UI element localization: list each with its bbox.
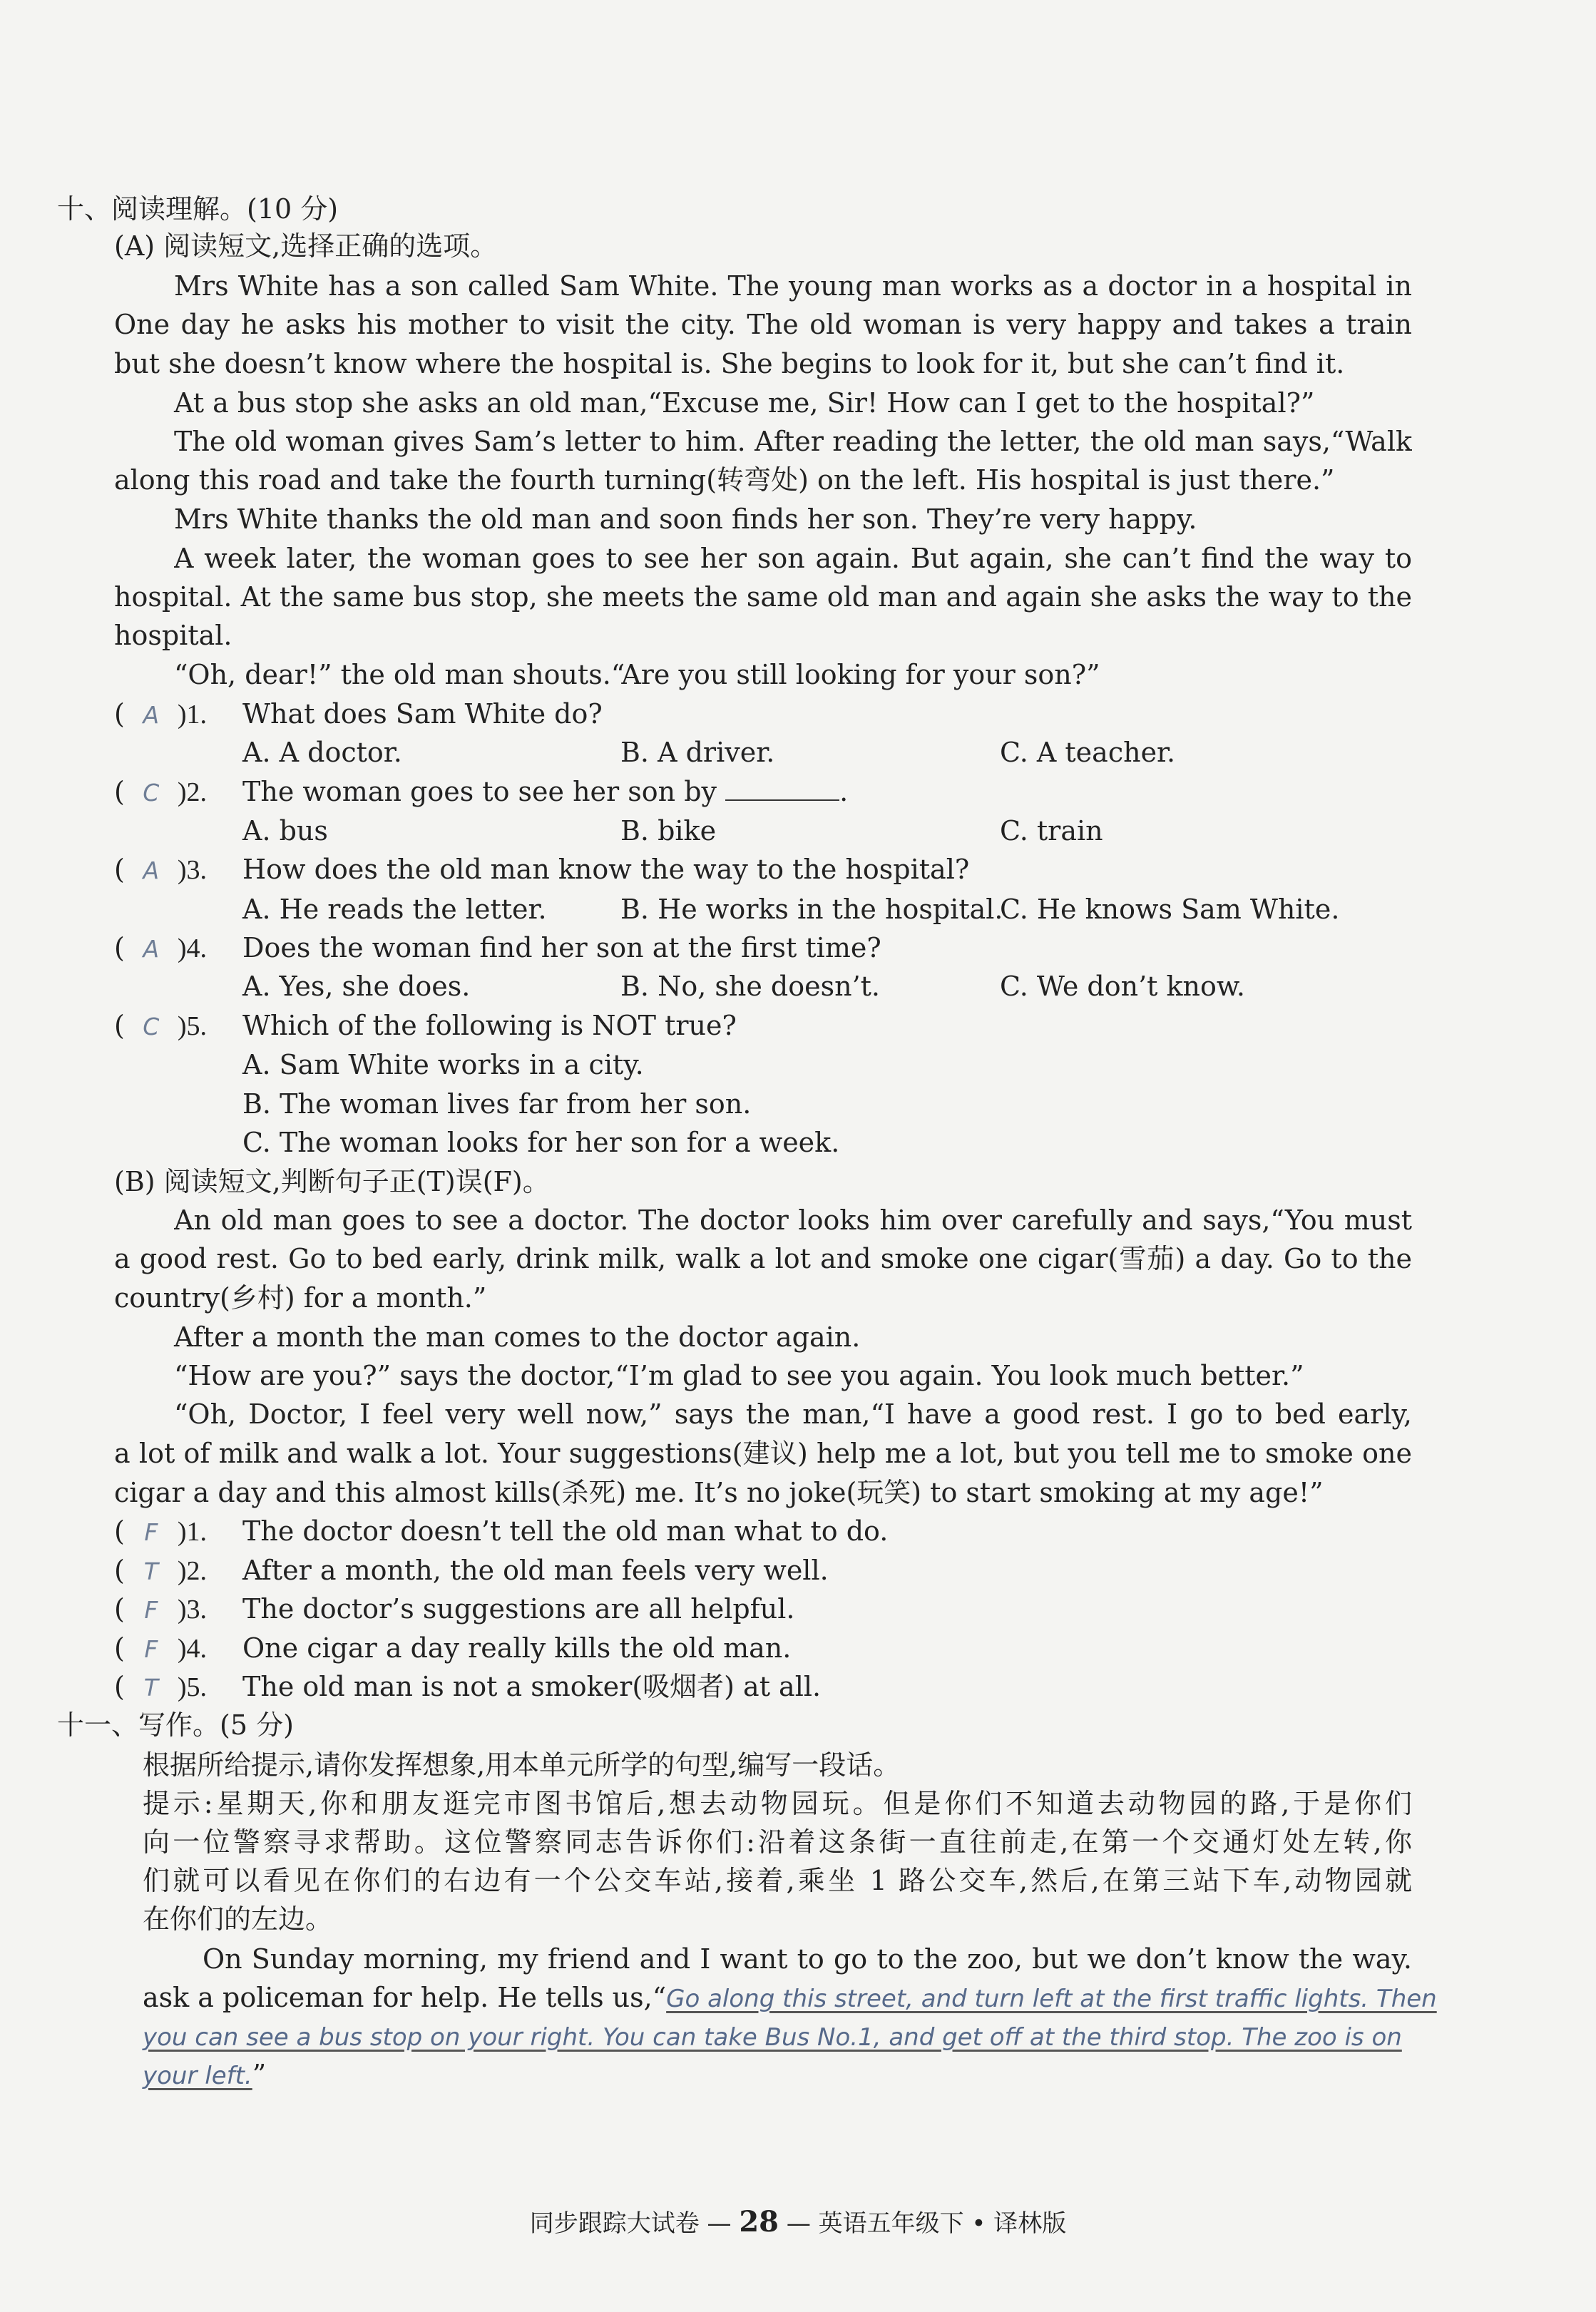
part-b-passage-line: a good rest. Go to bed early, drink milk, walk a lot and smoke one cigar(雪茄) a day. Go to the bbox=[114, 1243, 1412, 1274]
part-a-instruction: (A) 阅读短文,选择正确的选项。 bbox=[114, 230, 498, 262]
option-b: B. The woman lives far from her son. bbox=[242, 1088, 752, 1120]
option-c: C. He knows Sam White. bbox=[1000, 894, 1340, 925]
option-c: C. We don’t know. bbox=[1000, 971, 1245, 1002]
part-a-passage-line: but she doesn’t know where the hospital is. She begins to look for it, but she can’t find it. bbox=[114, 348, 1345, 379]
section-10-heading: 十、阅读理解。(10 分) bbox=[57, 193, 339, 225]
page-number: 28 bbox=[739, 2205, 779, 2239]
question-row: ( F )1. bbox=[114, 1515, 207, 1547]
essay-line bbox=[143, 2018, 1402, 2055]
writing-hint-line: 们就可以看见在你们的右边有一个公交车站,接着,乘坐 1 路公交车,然后,在第三站下车,动物园就 bbox=[143, 1865, 1412, 1896]
question-number: )4. bbox=[177, 1634, 207, 1664]
answer-mark: C bbox=[143, 1013, 160, 1040]
statement-text: The doctor doesn’t tell the old man what to do. bbox=[242, 1515, 889, 1547]
option-b: B. bike bbox=[620, 815, 717, 846]
option-a: A. Yes, she does. bbox=[242, 971, 471, 1002]
part-b-passage-line: “How are you?” says the doctor,“I’m glad to see you again. You look much better.” bbox=[174, 1360, 1304, 1391]
page-footer: 同步跟踪大试卷 — 28 — 英语五年级下 • 译林版 bbox=[529, 2205, 1067, 2239]
question-row: ( C )2. bbox=[114, 776, 207, 807]
answer-mark: C bbox=[143, 779, 160, 807]
essay-printed-text: ask a policeman for help. He tells us,“ bbox=[143, 1982, 667, 2013]
part-a-passage-line: hospital. bbox=[114, 620, 232, 651]
option-c: C. train bbox=[1000, 815, 1103, 846]
option-a: A. He reads the letter. bbox=[242, 894, 547, 925]
answer-blank bbox=[725, 775, 839, 801]
question-number: )5. bbox=[177, 1672, 207, 1702]
option-c: C. The woman looks for her son for a week. bbox=[242, 1127, 840, 1158]
statement-text: After a month, the old man feels very well. bbox=[242, 1555, 829, 1586]
option-a: A. bus bbox=[242, 815, 328, 846]
option-b: B. He works in the hospital. bbox=[620, 894, 1003, 925]
question-number: )5. bbox=[177, 1011, 207, 1041]
part-a-passage-line: along this road and take the fourth turning(转弯处) on the left. His hospital is just there.” bbox=[114, 464, 1335, 496]
part-a-passage-line: The old woman gives Sam’s letter to him. After reading the letter, the old man says,“Walk bbox=[174, 426, 1412, 457]
question-number: )1. bbox=[177, 1517, 207, 1547]
writing-hint-line: 向一位警察寻求帮助。这位警察同志告诉你们:沿着这条街一直往前走,在第一个交通灯处左转,你 bbox=[143, 1826, 1412, 1858]
question-row: ( C )5. bbox=[114, 1010, 207, 1041]
section-11-heading: 十一、写作。(5 分) bbox=[57, 1709, 294, 1741]
handwritten-answer: you can see a bus stop on your right. You can take Bus No.1, and get off at the third stop. The zoo is on bbox=[143, 2023, 1402, 2052]
question-number: )4. bbox=[177, 934, 207, 963]
part-a-passage-line: Mrs White has a son called Sam White. The young man works as a doctor in a hospital in bbox=[174, 270, 1412, 302]
question-text: The woman goes to see her son by bbox=[242, 776, 717, 807]
part-a-passage-line: hospital. At the same bus stop, she meets the same old man and again she asks the way to the bbox=[114, 581, 1412, 613]
question-number: )3. bbox=[177, 1595, 207, 1625]
part-b-passage-line: country(乡村) for a month.” bbox=[114, 1282, 487, 1314]
writing-instruction: 根据所给提示,请你发挥想象,用本单元所学的句型,编写一段话。 bbox=[143, 1749, 901, 1781]
part-b-passage-line: An old man goes to see a doctor. The doctor looks him over carefully and says,“You must bbox=[174, 1204, 1412, 1236]
essay-line bbox=[143, 2057, 266, 2094]
writing-hint-line: 在你们的左边。 bbox=[143, 1903, 333, 1935]
answer-mark: A bbox=[143, 935, 160, 963]
option-a: A. Sam White works in a city. bbox=[242, 1049, 644, 1080]
answer-mark: T bbox=[143, 1674, 158, 1702]
option-b: B. A driver. bbox=[620, 737, 775, 768]
answer-mark: F bbox=[144, 1596, 158, 1624]
question-number: )2. bbox=[177, 1556, 207, 1586]
part-a-passage-line: At a bus stop she asks an old man,“Excuse me, Sir! How can I get to the hospital?” bbox=[174, 387, 1315, 419]
answer-mark: A bbox=[143, 856, 160, 884]
question-text: How does the old man know the way to the hospital? bbox=[242, 854, 970, 885]
part-b-passage-line: cigar a day and this almost kills(杀死) me. It’s no joke(玩笑) to start smoking at my age!” bbox=[114, 1477, 1324, 1508]
statement-text: One cigar a day really kills the old man. bbox=[242, 1632, 792, 1664]
option-c: C. A teacher. bbox=[1000, 737, 1176, 768]
option-a: A. A doctor. bbox=[242, 737, 402, 768]
question-number: )3. bbox=[177, 855, 207, 885]
question-text: Does the woman find her son at the first time? bbox=[242, 932, 881, 963]
question-row: ( F )3. bbox=[114, 1593, 207, 1625]
writing-hint-line: 提示:星期天,你和朋友逛完市图书馆后,想去动物园玩。但是你们不知道去动物园的路,于是你们 bbox=[143, 1788, 1412, 1819]
part-b-passage-line: a lot of milk and walk a lot. Your suggestions(建议) help me a lot, but you tell me to smoke one bbox=[114, 1438, 1412, 1469]
closing-quote: ” bbox=[252, 2059, 267, 2090]
part-a-passage-line: A week later, the woman goes to see her son again. But again, she can’t find the way to bbox=[174, 543, 1412, 574]
question-text: What does Sam White do? bbox=[242, 698, 603, 730]
part-b-instruction: (B) 阅读短文,判断句子正(T)误(F)。 bbox=[114, 1166, 550, 1197]
part-a-passage-line: “Oh, dear!” the old man shouts.“Are you still looking for your son?” bbox=[174, 659, 1100, 690]
handwritten-answer: Go along this street, and turn left at the first traffic lights. Then bbox=[666, 1985, 1437, 2013]
question-row: ( T )2. bbox=[114, 1555, 207, 1586]
question-text-row: The woman goes to see her son by . bbox=[242, 776, 849, 807]
statement-text: The doctor’s suggestions are all helpful. bbox=[242, 1593, 795, 1625]
option-b: B. No, she doesn’t. bbox=[620, 971, 881, 1002]
question-row: ( A )1. bbox=[114, 698, 207, 730]
question-row: ( T )5. bbox=[114, 1671, 207, 1702]
question-number: )1. bbox=[177, 700, 207, 730]
answer-mark: T bbox=[143, 1557, 158, 1585]
question-number: )2. bbox=[177, 777, 207, 807]
question-row: ( A )4. bbox=[114, 932, 207, 963]
statement-text: The old man is not a smoker(吸烟者) at all. bbox=[242, 1671, 822, 1702]
footer-edition: 英语五年级下 • 译林版 bbox=[818, 2209, 1067, 2238]
question-text: Which of the following is NOT true? bbox=[242, 1010, 737, 1041]
question-row: ( F )4. bbox=[114, 1632, 207, 1664]
part-a-passage-line: Mrs White thanks the old man and soon finds her son. They’re very happy. bbox=[174, 503, 1197, 535]
answer-mark: F bbox=[144, 1518, 158, 1546]
part-b-passage-line: After a month the man comes to the doctor again. bbox=[174, 1321, 861, 1353]
answer-mark: A bbox=[143, 701, 160, 729]
question-row: ( A )3. bbox=[114, 854, 207, 885]
part-a-passage-line: One day he asks his mother to visit the city. The old woman is very happy and takes a train bbox=[114, 309, 1412, 340]
part-b-passage-line: “Oh, Doctor, I feel very well now,” says the man,“I have a good rest. I go to bed early, bbox=[174, 1398, 1412, 1430]
essay-line bbox=[143, 1980, 1437, 2017]
answer-mark: F bbox=[144, 1635, 158, 1663]
footer-book-title: 同步跟踪大试卷 bbox=[529, 2209, 700, 2238]
handwritten-answer: your left. bbox=[143, 2062, 252, 2090]
essay-line: On Sunday morning, my friend and I want to go to the zoo, but we don’t know the way. bbox=[203, 1943, 1412, 1975]
